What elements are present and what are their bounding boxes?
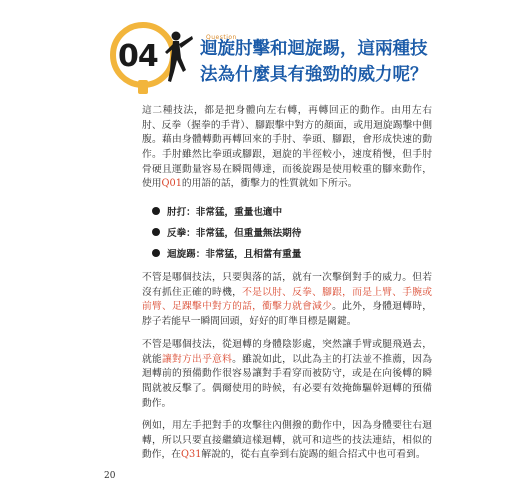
- list-item-text: 反拳：非常猛，但重量無法期待: [167, 227, 302, 239]
- bullet-icon: [152, 207, 160, 215]
- paragraph-3-text-a: 不管是哪個技法，從迴轉的身體陰影處，突然讓手臂或腿飛過去，就能: [142, 339, 432, 365]
- paragraph-2-text-b: 。此外，身體迴轉時，脖子若能早一瞬間回頭，好好的盯準目標是關鍵。: [142, 301, 433, 327]
- impact-list: [152, 200, 422, 263]
- title-line-1: 迴旋肘擊和迴旋踢，這兩種技: [200, 39, 428, 59]
- paragraph-3: [142, 338, 432, 411]
- list-item-text: 迴旋踢：非常猛，且相當有重量: [167, 248, 302, 260]
- paragraph-1-text-b: 的用語的話，衝擊力的性質就如下所示。: [181, 178, 358, 190]
- list-item-text: 肘打：非常猛，重量也適中: [167, 206, 283, 218]
- paragraph-1: [142, 104, 432, 192]
- kicking-figure-icon: [162, 30, 194, 86]
- section-tag: Question: [206, 34, 237, 41]
- question-mark-tail: [138, 80, 148, 94]
- question-number: 04: [118, 39, 158, 74]
- paragraph-2-text-a: 不管是哪個技法，只要與落的話，就有一次擊倒對手的威力。但若沒有抓住正確的時機，: [142, 272, 432, 298]
- reference-q01: Q01: [161, 178, 182, 190]
- title-line-2: 法為什麼具有強勁的威力呢？: [200, 65, 428, 85]
- paragraph-4-text-a: 例如，用左手把對手的攻擊往內側撥的動作中，因為身體要往右迴轉，所以只要直接繼續這樣迴轉，就可和這些的技法連結，相似的動作，在: [142, 420, 432, 461]
- list-item: [152, 221, 422, 242]
- paragraph-3-highlight: 讓對方出乎意料: [162, 353, 233, 365]
- page-title: [200, 36, 440, 88]
- page-number: 20: [104, 471, 116, 481]
- paragraph-4-text-b: 解說的，從右直拳到右旋踢的組合招式中也可看到。: [201, 449, 426, 461]
- bullet-icon: [152, 249, 160, 257]
- paragraph-2: [142, 271, 432, 330]
- bullet-icon: [152, 228, 160, 236]
- reference-q31: Q31: [181, 449, 202, 461]
- list-item: [152, 200, 422, 221]
- paragraph-3-text-b: 。雖說如此，以此為主的打法並不推薦，因為迴轉前的預備動作很容易讓對手看穿而被防守，或是在向後轉的瞬間就被反擊了。偶爾使用的時候，有必要有效掩飾驅幹迴轉的預備動作。: [142, 353, 433, 409]
- list-item: [152, 242, 422, 263]
- paragraph-1-text-a: 這二種技法，都是把身體向左右轉，再轉回正的動作。由用左右肘、反拳（握拳的手背）、腳跟擊中對方的顏面，或用迴旋踢擊中側腹。藉由身體轉動再轉回來的手肘、拳頭、腳跟，會形成快速的動作。手肘雖然比拳頭或腳跟，迴旋的半徑較小，速度稍慢，但手肘骨硬且運動量容易在瞬間傳達，而後旋踢是使用較重的腳來動作，使用: [142, 105, 432, 190]
- paragraph-2-highlight: 不是以肘、反拳、腳跟，而是上臂、手腕或前臂、足踝擊中對方的話，衝擊力就會減少: [142, 286, 433, 313]
- paragraph-4: [142, 419, 432, 463]
